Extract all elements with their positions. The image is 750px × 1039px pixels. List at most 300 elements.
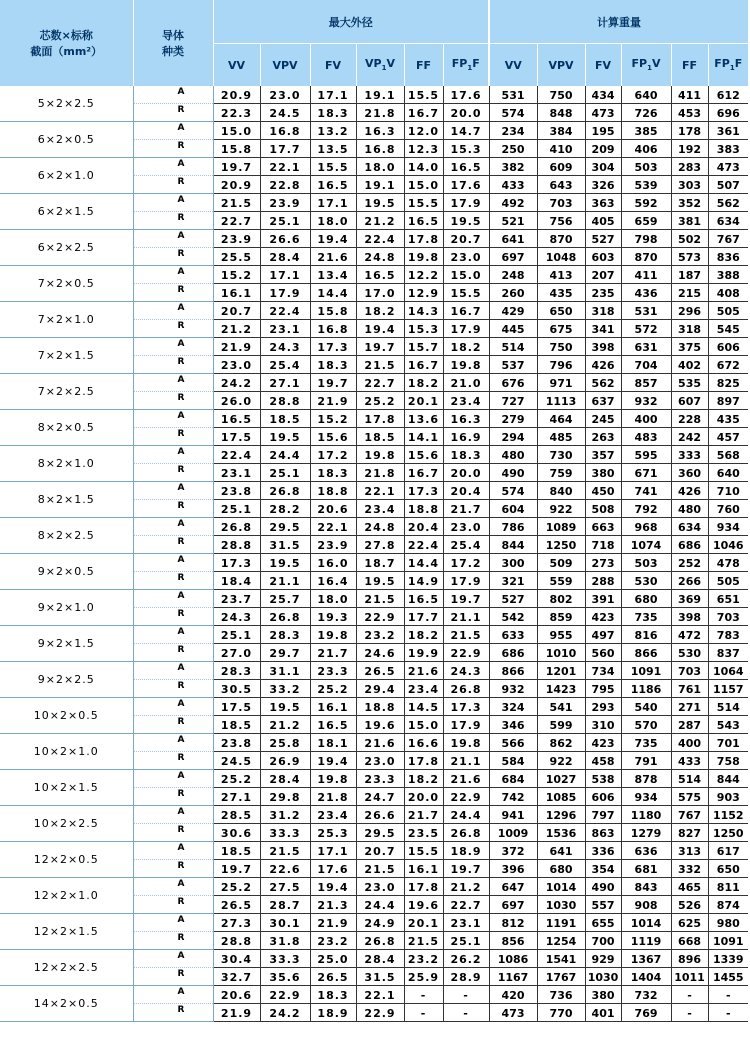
max-od-cell: 25.1 (260, 212, 310, 230)
max-od-cell: 19.7 (213, 860, 260, 878)
weight-cell: 535 (671, 374, 708, 392)
max-od-cell: 26.8 (260, 608, 310, 626)
weight-cell: 375 (671, 338, 708, 356)
weight-cell: 263 (585, 428, 621, 446)
weight-col-ff: FF (671, 44, 708, 87)
weight-cell: 531 (489, 86, 537, 104)
max-od-cell: 25.3 (310, 824, 356, 842)
max-od-cell: 15.2 (213, 266, 260, 284)
max-od-cell: 19.5 (356, 572, 404, 590)
max-od-cell: 14.7 (443, 122, 489, 140)
max-od-cell: 22.1 (310, 518, 356, 536)
max-od-cell: 19.7 (356, 338, 404, 356)
weight-cell: 527 (489, 590, 537, 608)
weight-cell: 848 (537, 104, 585, 122)
max-od-cell: 23.9 (310, 536, 356, 554)
weight-cell: 862 (537, 734, 585, 752)
spec-cell: 8×2×0.5 (0, 410, 133, 446)
weight-cell: 634 (708, 212, 748, 230)
max-od-cell: 17.1 (310, 194, 356, 212)
table-row (0, 194, 748, 212)
table-row (0, 266, 748, 284)
max-od-cell: 17.1 (310, 842, 356, 860)
max-od-cell: 15.8 (213, 140, 260, 158)
weight-cell: 1048 (537, 248, 585, 266)
max-od-cell: 18.3 (443, 446, 489, 464)
max-od-cell: - (443, 1004, 489, 1022)
table-row (0, 806, 748, 824)
max-od-cell: 18.0 (310, 212, 356, 230)
weight-cell: 595 (621, 446, 671, 464)
weight-cell: 1296 (537, 806, 585, 824)
max-od-cell: 23.0 (356, 752, 404, 770)
max-od-cell: 18.5 (260, 410, 310, 428)
weight-cell: 668 (671, 932, 708, 950)
max-od-cell: 14.0 (404, 158, 443, 176)
weight-cell: 896 (671, 950, 708, 968)
max-od-cell: 20.4 (404, 518, 443, 536)
max-od-col-vv: VV (213, 44, 260, 87)
conductor-type-cell: A (133, 914, 213, 932)
max-od-cell: 15.2 (310, 410, 356, 428)
weight-cell: 641 (537, 842, 585, 860)
max-od-cell: 18.1 (310, 734, 356, 752)
conductor-type-cell: A (133, 554, 213, 572)
weight-cell: 840 (537, 482, 585, 500)
max-od-cell: 21.8 (356, 104, 404, 122)
max-od-cell: 14.1 (404, 428, 443, 446)
weight-cell: 640 (708, 464, 748, 482)
max-od-cell: 13.4 (310, 266, 356, 284)
spec-cell: 6×2×2.5 (0, 230, 133, 266)
weight-cell: 1030 (537, 896, 585, 914)
weight-cell: 575 (671, 788, 708, 806)
max-od-cell: 23.0 (443, 248, 489, 266)
weight-cell: 410 (537, 140, 585, 158)
max-od-cell: 15.0 (443, 266, 489, 284)
weight-cell: 1767 (537, 968, 585, 986)
conductor-type-cell: A (133, 806, 213, 824)
max-od-cell: 16.8 (310, 320, 356, 338)
max-od-cell: 23.7 (213, 590, 260, 608)
max-od-cell: 17.2 (443, 554, 489, 572)
table-row (0, 698, 748, 716)
max-od-cell: 27.1 (260, 374, 310, 392)
weight-cell: 932 (489, 680, 537, 698)
weight-cell: 643 (537, 176, 585, 194)
weight-cell: 450 (585, 482, 621, 500)
max-od-cell: 13.2 (310, 122, 356, 140)
max-od-cell: 25.1 (213, 626, 260, 644)
weight-cell: 735 (621, 734, 671, 752)
weight-cell: 607 (671, 392, 708, 410)
weight-cell: 401 (585, 1004, 621, 1022)
weight-cell: 1074 (621, 536, 671, 554)
weight-cell: 650 (537, 302, 585, 320)
weight-cell: 538 (585, 770, 621, 788)
max-od-cell: 19.5 (260, 428, 310, 446)
max-od-cell: 21.7 (443, 500, 489, 518)
weight-cell: 363 (585, 194, 621, 212)
max-od-cell: 15.5 (404, 86, 443, 104)
weight-cell: 606 (708, 338, 748, 356)
weight-cell: 187 (671, 266, 708, 284)
table-row (0, 914, 748, 932)
max-od-cell: 18.5 (356, 428, 404, 446)
weight-cell: 505 (708, 572, 748, 590)
max-od-cell: 28.4 (260, 248, 310, 266)
max-od-cell: 15.6 (310, 428, 356, 446)
conductor-type-cell: R (133, 788, 213, 806)
max-od-cell: 18.8 (356, 698, 404, 716)
weight-cell: 663 (585, 518, 621, 536)
weight-cell: 836 (708, 248, 748, 266)
conductor-type-cell: R (133, 680, 213, 698)
weight-cell: 436 (621, 284, 671, 302)
conductor-type-cell: A (133, 194, 213, 212)
max-od-cell: 27.5 (260, 878, 310, 896)
max-od-cell: 31.8 (260, 932, 310, 950)
weight-cell: 857 (621, 374, 671, 392)
spec-cell: 7×2×1.0 (0, 302, 133, 338)
max-od-cell: 16.5 (404, 590, 443, 608)
max-od-cell: 33.3 (260, 824, 310, 842)
weight-cell: 825 (708, 374, 748, 392)
weight-cell: 473 (489, 1004, 537, 1022)
spec-header: 芯数×标称 截面（mm²） (0, 0, 133, 86)
weight-cell: 380 (585, 986, 621, 1004)
max-od-cell: 16.8 (260, 122, 310, 140)
weight-cell: 1011 (671, 968, 708, 986)
max-od-cell: 31.5 (260, 536, 310, 554)
max-od-cell: 19.8 (310, 770, 356, 788)
max-od-cell: 19.3 (310, 608, 356, 626)
weight-cell: 303 (671, 176, 708, 194)
max-od-cell: 22.6 (260, 860, 310, 878)
weight-cell: 574 (489, 482, 537, 500)
max-od-cell: 17.3 (404, 482, 443, 500)
max-od-cell: 23.0 (356, 878, 404, 896)
max-od-cell: 21.6 (356, 734, 404, 752)
weight-cell: 734 (585, 662, 621, 680)
max-od-cell: 26.9 (260, 752, 310, 770)
weight-cell: 541 (537, 698, 585, 716)
max-od-group-header: 最大外径 (213, 0, 489, 44)
max-od-cell: 17.1 (260, 266, 310, 284)
weight-cell: 411 (621, 266, 671, 284)
weight-cell: 385 (621, 122, 671, 140)
weight-cell: 294 (489, 428, 537, 446)
weight-cell: 271 (671, 698, 708, 716)
weight-cell: 411 (671, 86, 708, 104)
weight-col-vpv: VPV (537, 44, 585, 87)
max-od-cell: 24.4 (356, 896, 404, 914)
max-od-cell: 18.9 (310, 1004, 356, 1022)
conductor-type-cell: A (133, 446, 213, 464)
max-od-cell: 21.5 (356, 860, 404, 878)
weight-cell: - (708, 1004, 748, 1022)
max-od-cell: 25.4 (443, 536, 489, 554)
weight-cell: 1536 (537, 824, 585, 842)
conductor-type-cell: R (133, 500, 213, 518)
max-od-cell: 22.3 (213, 104, 260, 122)
weight-cell: 266 (671, 572, 708, 590)
max-od-cell: 17.7 (404, 608, 443, 626)
max-od-cell: 29.5 (260, 518, 310, 536)
spec-cell: 8×2×2.5 (0, 518, 133, 554)
max-od-cell: 23.1 (443, 914, 489, 932)
max-od-cell: 16.8 (356, 140, 404, 158)
max-od-cell: 28.7 (260, 896, 310, 914)
weight-cell: 429 (489, 302, 537, 320)
weight-cell: 539 (621, 176, 671, 194)
max-od-cell: 19.7 (213, 158, 260, 176)
weight-cell: 207 (585, 266, 621, 284)
weight-cell: 1014 (537, 878, 585, 896)
max-od-cell: 19.8 (443, 734, 489, 752)
spec-cell: 7×2×1.5 (0, 338, 133, 374)
max-od-cell: 21.5 (356, 590, 404, 608)
weight-cell: 1404 (621, 968, 671, 986)
weight-cell: 866 (621, 644, 671, 662)
spec-cell: 9×2×1.0 (0, 590, 133, 626)
weight-col-fp1v: $FP_1V$ (621, 44, 671, 87)
max-od-cell: 17.3 (310, 338, 356, 356)
max-od-col-ff: FF (404, 44, 443, 87)
weight-cell: 650 (708, 860, 748, 878)
weight-cell: 827 (671, 824, 708, 842)
conductor-type-cell: R (133, 140, 213, 158)
weight-cell: 382 (489, 158, 537, 176)
max-od-cell: 15.5 (443, 284, 489, 302)
max-od-cell: 16.7 (404, 356, 443, 374)
weight-cell: 697 (489, 896, 537, 914)
weight-cell: 1091 (708, 932, 748, 950)
weight-cell: 696 (708, 104, 748, 122)
max-od-cell: 25.2 (213, 878, 260, 896)
max-od-cell: 25.2 (356, 392, 404, 410)
weight-cell: 542 (489, 608, 537, 626)
weight-cell: 767 (671, 806, 708, 824)
max-od-cell: 18.2 (404, 770, 443, 788)
weight-cell: 540 (621, 698, 671, 716)
max-od-cell: 21.9 (213, 338, 260, 356)
conductor-type-cell: R (133, 320, 213, 338)
weight-cell: 457 (708, 428, 748, 446)
spec-cell: 9×2×0.5 (0, 554, 133, 590)
max-od-cell: 16.5 (404, 212, 443, 230)
table-row (0, 590, 748, 608)
max-od-cell: 24.8 (356, 518, 404, 536)
max-od-cell: 26.5 (356, 662, 404, 680)
weight-cell: 426 (671, 482, 708, 500)
weight-cell: 260 (489, 284, 537, 302)
max-od-cell: 30.5 (213, 680, 260, 698)
weight-cell: 640 (621, 86, 671, 104)
conductor-type-cell: R (133, 356, 213, 374)
weight-cell: 625 (671, 914, 708, 932)
weight-cell: 604 (489, 500, 537, 518)
weight-cell: 490 (585, 878, 621, 896)
max-od-cell: 19.1 (356, 86, 404, 104)
max-od-cell: 16.1 (310, 698, 356, 716)
max-od-cell: 17.9 (443, 572, 489, 590)
weight-cell: 352 (671, 194, 708, 212)
weight-cell: 252 (671, 554, 708, 572)
conductor-type-cell: A (133, 950, 213, 968)
max-od-cell: 21.9 (213, 1004, 260, 1022)
conductor-type-cell: A (133, 86, 213, 104)
weight-cell: 400 (671, 734, 708, 752)
max-od-cell: 23.9 (213, 230, 260, 248)
max-od-cell: 20.9 (213, 176, 260, 194)
max-od-cell: 28.2 (260, 500, 310, 518)
max-od-cell: 18.9 (443, 842, 489, 860)
max-od-cell: 27.1 (213, 788, 260, 806)
weight-cell: 641 (489, 230, 537, 248)
weight-cell: 1046 (708, 536, 748, 554)
weight-cell: 798 (621, 230, 671, 248)
max-od-cell: 25.9 (404, 968, 443, 986)
max-od-cell: 26.8 (213, 518, 260, 536)
max-od-cell: 19.9 (404, 644, 443, 662)
weight-cell: 406 (621, 140, 671, 158)
max-od-cell: 33.3 (260, 950, 310, 968)
max-od-cell: 25.4 (260, 356, 310, 374)
weight-cell: 697 (489, 248, 537, 266)
weight-cell: 703 (708, 608, 748, 626)
weight-cell: 1009 (489, 824, 537, 842)
max-od-cell: 27.3 (213, 914, 260, 932)
max-od-cell: 22.4 (260, 302, 310, 320)
weight-cell: 478 (708, 554, 748, 572)
weight-cell: 897 (708, 392, 748, 410)
max-od-cell: 23.5 (404, 824, 443, 842)
weight-cell: 433 (489, 176, 537, 194)
max-od-cell: 26.2 (443, 950, 489, 968)
weight-cell: 530 (671, 644, 708, 662)
conductor-type-cell: R (133, 896, 213, 914)
weight-cell: 791 (621, 752, 671, 770)
max-od-cell: 13.6 (404, 410, 443, 428)
max-od-cell: 28.8 (260, 392, 310, 410)
weight-cell: 492 (489, 194, 537, 212)
max-od-cell: 25.2 (213, 770, 260, 788)
weight-cell: 1085 (537, 788, 585, 806)
weight-cell: 473 (585, 104, 621, 122)
conductor-type-cell: A (133, 374, 213, 392)
max-od-cell: 22.4 (404, 536, 443, 554)
weight-cell: 560 (585, 644, 621, 662)
max-od-cell: 19.8 (356, 446, 404, 464)
max-od-cell: 26.5 (213, 896, 260, 914)
weight-cell: 318 (585, 302, 621, 320)
max-od-cell: 23.0 (213, 356, 260, 374)
weight-cell: 750 (537, 86, 585, 104)
weight-cell: 617 (708, 842, 748, 860)
max-od-cell: 21.1 (443, 752, 489, 770)
table-row (0, 482, 748, 500)
weight-cell: 856 (489, 932, 537, 950)
weight-cell: 372 (489, 842, 537, 860)
weight-cell: 680 (537, 860, 585, 878)
max-od-cell: 16.3 (443, 410, 489, 428)
weight-cell: 811 (708, 878, 748, 896)
weight-cell: 562 (585, 374, 621, 392)
max-od-cell: 32.7 (213, 968, 260, 986)
spec-cell: 10×2×0.5 (0, 698, 133, 734)
max-od-cell: 21.6 (404, 662, 443, 680)
weight-cell: 760 (708, 500, 748, 518)
max-od-cell: 19.6 (404, 896, 443, 914)
max-od-cell: 15.7 (404, 338, 443, 356)
max-od-cell: 20.7 (356, 842, 404, 860)
max-od-cell: 17.0 (356, 284, 404, 302)
spec-cell: 8×2×1.5 (0, 482, 133, 518)
weight-cell: 354 (585, 860, 621, 878)
weight-cell: 514 (489, 338, 537, 356)
weight-cell: 287 (671, 716, 708, 734)
table-row (0, 986, 748, 1004)
weight-cell: 955 (537, 626, 585, 644)
weight-cell: 310 (585, 716, 621, 734)
max-od-cell: 29.7 (260, 644, 310, 662)
max-od-cell: - (404, 1004, 443, 1022)
max-od-cell: 17.9 (443, 320, 489, 338)
weight-cell: 736 (537, 986, 585, 1004)
weight-cell: 483 (621, 428, 671, 446)
weight-cell: 612 (708, 86, 748, 104)
max-od-cell: 28.4 (356, 950, 404, 968)
weight-col-fp1f: $FP_1F$ (708, 44, 748, 87)
max-od-cell: 19.4 (356, 320, 404, 338)
max-od-cell: 17.8 (404, 752, 443, 770)
max-od-cell: 18.5 (213, 716, 260, 734)
max-od-cell: 19.6 (356, 716, 404, 734)
weight-cell: 609 (537, 158, 585, 176)
max-od-cell: 15.5 (310, 158, 356, 176)
max-od-cell: 20.6 (213, 986, 260, 1004)
weight-cell: 795 (585, 680, 621, 698)
max-od-cell: 33.2 (260, 680, 310, 698)
max-od-cell: 21.3 (310, 896, 356, 914)
weight-cell: 573 (671, 248, 708, 266)
weight-cell: 592 (621, 194, 671, 212)
max-od-cell: 19.7 (310, 374, 356, 392)
max-od-cell: 21.9 (310, 392, 356, 410)
weight-cell: 480 (489, 446, 537, 464)
weight-cell: 727 (489, 392, 537, 410)
max-od-cell: 16.4 (310, 572, 356, 590)
conductor-type-cell: R (133, 464, 213, 482)
max-od-cell: 22.7 (213, 212, 260, 230)
conductor-type-cell: R (133, 212, 213, 230)
max-od-cell: 19.1 (356, 176, 404, 194)
weight-cell: 812 (489, 914, 537, 932)
conductor-type-cell: R (133, 284, 213, 302)
max-od-cell: 18.5 (213, 842, 260, 860)
max-od-cell: 19.5 (356, 194, 404, 212)
spec-cell: 10×2×1.5 (0, 770, 133, 806)
max-od-cell: 18.3 (310, 104, 356, 122)
weight-cell: 1014 (621, 914, 671, 932)
weight-cell: 215 (671, 284, 708, 302)
max-od-cell: 15.8 (310, 302, 356, 320)
spec-cell: 7×2×2.5 (0, 374, 133, 410)
max-od-cell: 24.7 (356, 788, 404, 806)
weight-cell: 750 (537, 338, 585, 356)
max-od-cell: 26.5 (310, 968, 356, 986)
